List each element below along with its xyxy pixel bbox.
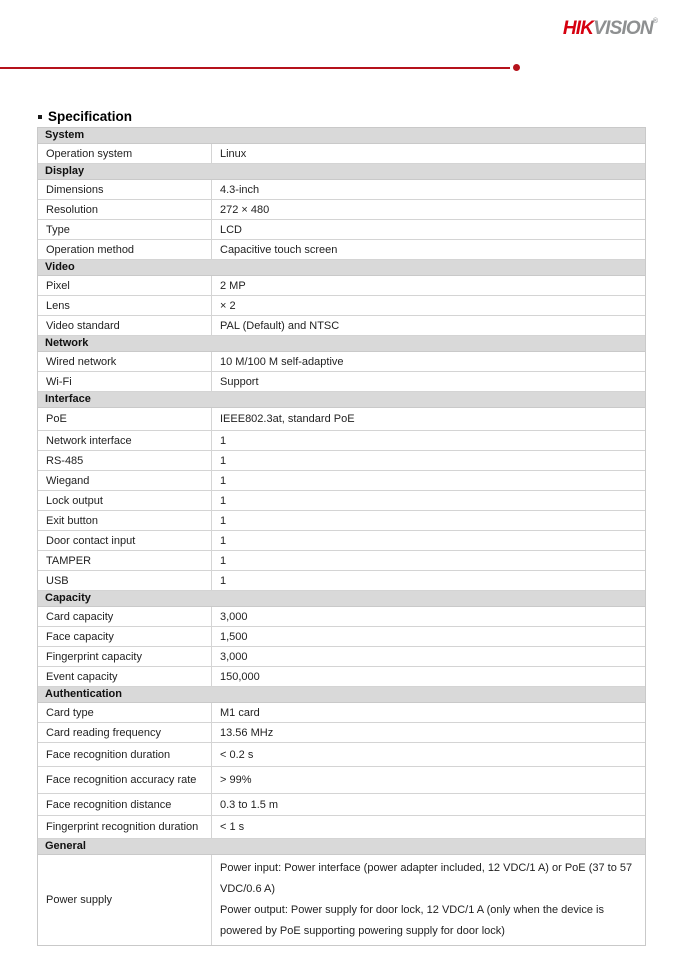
spec-label: Card reading frequency bbox=[46, 726, 161, 739]
spec-label-cell bbox=[38, 451, 211, 470]
spec-value: > 99% bbox=[220, 774, 252, 786]
spec-label-cell bbox=[38, 571, 211, 590]
spec-value: Support bbox=[220, 375, 259, 388]
spec-value: 3,000 bbox=[220, 610, 248, 623]
spec-value-cell bbox=[211, 607, 645, 626]
header-rule-line bbox=[0, 67, 510, 69]
spec-value-cell bbox=[211, 723, 645, 742]
spec-label-cell bbox=[38, 703, 211, 722]
spec-row bbox=[38, 571, 645, 591]
spec-value-cell bbox=[211, 627, 645, 646]
spec-label-cell bbox=[38, 816, 211, 838]
spec-value: 1 bbox=[220, 514, 227, 527]
spec-row bbox=[38, 647, 645, 667]
spec-value-cell bbox=[211, 767, 645, 793]
spec-label: TAMPER bbox=[46, 554, 92, 567]
section-title: Video bbox=[45, 261, 75, 273]
spec-value: 150,000 bbox=[220, 670, 260, 683]
section-header-interface bbox=[38, 392, 645, 408]
spec-label-cell bbox=[38, 200, 211, 219]
spec-label: PoE bbox=[46, 413, 67, 425]
spec-value: 1 bbox=[220, 454, 227, 467]
spec-row bbox=[38, 491, 645, 511]
spec-label-cell bbox=[38, 627, 211, 646]
spec-row bbox=[38, 276, 645, 296]
spec-row bbox=[38, 431, 645, 451]
spec-row bbox=[38, 627, 645, 647]
spec-label-cell bbox=[38, 647, 211, 666]
spec-label: Face recognition duration bbox=[46, 748, 171, 761]
spec-label-cell bbox=[38, 316, 211, 335]
spec-label: Lens bbox=[46, 299, 70, 312]
spec-row bbox=[38, 352, 645, 372]
spec-value: 10 M/100 M self-adaptive bbox=[220, 355, 344, 368]
spec-label-cell bbox=[38, 794, 211, 815]
spec-row bbox=[38, 723, 645, 743]
spec-label: Video standard bbox=[46, 319, 120, 332]
spec-value-cell bbox=[211, 491, 645, 510]
spec-value-cell bbox=[211, 240, 645, 259]
spec-value-cell bbox=[211, 451, 645, 470]
section-header-video bbox=[38, 260, 645, 276]
spec-value: 1,500 bbox=[220, 630, 248, 643]
spec-label-cell bbox=[38, 220, 211, 239]
spec-label: Power supply bbox=[46, 894, 113, 906]
spec-value-cell bbox=[211, 431, 645, 450]
section-title: Network bbox=[45, 337, 89, 349]
spec-row bbox=[38, 372, 645, 392]
spec-row bbox=[38, 200, 645, 220]
spec-row bbox=[38, 240, 645, 260]
spec-value: 0.3 to 1.5 m bbox=[220, 798, 279, 811]
spec-row bbox=[38, 180, 645, 200]
header-rule-dot-icon bbox=[513, 64, 520, 71]
spec-label-cell bbox=[38, 855, 211, 945]
spec-label-cell bbox=[38, 667, 211, 686]
spec-row bbox=[38, 531, 645, 551]
registered-trademark-icon: ® bbox=[652, 18, 658, 25]
spec-row bbox=[38, 607, 645, 627]
spec-value-cell bbox=[211, 276, 645, 295]
spec-row bbox=[38, 794, 645, 816]
spec-label: Card type bbox=[46, 706, 94, 719]
spec-label: Exit button bbox=[46, 514, 98, 527]
spec-value: 2 MP bbox=[220, 279, 246, 292]
spec-label-cell bbox=[38, 431, 211, 450]
spec-label-cell bbox=[38, 240, 211, 259]
spec-label: Door contact input bbox=[46, 534, 136, 547]
spec-label-cell bbox=[38, 372, 211, 391]
spec-label-cell bbox=[38, 723, 211, 742]
spec-label: Wiegand bbox=[46, 474, 90, 487]
spec-value-line: Power output: Power supply for door lock, 12 VDC/1 A (only when the device is powered by PoE supporting powering supply for door lock) bbox=[220, 904, 604, 937]
spec-value: 272 × 480 bbox=[220, 203, 270, 216]
spec-label-cell bbox=[38, 607, 211, 626]
spec-label: Card capacity bbox=[46, 610, 114, 623]
spec-label: Event capacity bbox=[46, 670, 118, 683]
section-title: General bbox=[45, 840, 86, 852]
spec-row bbox=[38, 511, 645, 531]
section-title: Authentication bbox=[45, 688, 122, 700]
spec-value-cell bbox=[211, 200, 645, 219]
spec-value-cell bbox=[211, 703, 645, 722]
spec-value: 13.56 MHz bbox=[220, 726, 274, 739]
spec-label: Type bbox=[46, 223, 70, 236]
spec-table bbox=[37, 127, 646, 946]
section-header-network bbox=[38, 336, 645, 352]
spec-value-cell bbox=[211, 180, 645, 199]
spec-value: < 1 s bbox=[220, 821, 245, 833]
section-header-capacity bbox=[38, 591, 645, 607]
spec-label: Fingerprint capacity bbox=[46, 650, 142, 663]
logo-vision-text: VISION bbox=[593, 18, 653, 39]
specification-heading bbox=[38, 109, 132, 124]
spec-value: M1 card bbox=[220, 706, 260, 719]
spec-row bbox=[38, 296, 645, 316]
spec-label: Face recognition accuracy rate bbox=[46, 774, 197, 786]
spec-label-cell bbox=[38, 743, 211, 766]
spec-row bbox=[38, 767, 645, 794]
spec-row bbox=[38, 144, 645, 164]
spec-label-cell bbox=[38, 180, 211, 199]
spec-row bbox=[38, 703, 645, 723]
square-bullet-icon bbox=[38, 115, 42, 119]
spec-row bbox=[38, 451, 645, 471]
spec-label: RS-485 bbox=[46, 454, 84, 467]
spec-label: USB bbox=[46, 574, 69, 587]
spec-label-cell bbox=[38, 551, 211, 570]
spec-value-cell bbox=[211, 471, 645, 490]
spec-label: Wi-Fi bbox=[46, 375, 72, 388]
spec-row bbox=[38, 816, 645, 839]
spec-value-cell bbox=[211, 743, 645, 766]
section-title: System bbox=[45, 129, 85, 141]
spec-value-cell bbox=[211, 531, 645, 550]
spec-value-cell bbox=[211, 220, 645, 239]
spec-label: Operation system bbox=[46, 147, 133, 160]
spec-value-cell bbox=[211, 352, 645, 371]
spec-value-cell bbox=[211, 667, 645, 686]
logo-hik-text: HIK bbox=[562, 18, 594, 39]
spec-value: × 2 bbox=[220, 299, 236, 312]
section-title: Capacity bbox=[45, 592, 91, 604]
spec-label: Face recognition distance bbox=[46, 798, 172, 811]
spec-label: Network interface bbox=[46, 434, 132, 447]
spec-value-cell bbox=[211, 855, 645, 945]
spec-label-cell bbox=[38, 352, 211, 371]
spec-value: 1 bbox=[220, 534, 227, 547]
spec-value-cell bbox=[211, 316, 645, 335]
spec-label-cell bbox=[38, 144, 211, 163]
spec-label: Wired network bbox=[46, 355, 117, 368]
spec-row bbox=[38, 855, 645, 945]
spec-value: 1 bbox=[220, 434, 227, 447]
section-header-authentication bbox=[38, 687, 645, 703]
spec-value-cell bbox=[211, 551, 645, 570]
spec-label: Operation method bbox=[46, 243, 135, 256]
spec-row bbox=[38, 551, 645, 571]
spec-value: LCD bbox=[220, 223, 243, 236]
spec-label-cell bbox=[38, 491, 211, 510]
spec-row bbox=[38, 471, 645, 491]
section-header-general bbox=[38, 839, 645, 855]
spec-value-cell bbox=[211, 408, 645, 430]
spec-value-cell bbox=[211, 296, 645, 315]
spec-label-cell bbox=[38, 471, 211, 490]
spec-label: Lock output bbox=[46, 494, 103, 507]
spec-row bbox=[38, 743, 645, 767]
section-title: Display bbox=[45, 165, 85, 177]
spec-value-cell bbox=[211, 511, 645, 530]
spec-value: 1 bbox=[220, 474, 227, 487]
section-title: Interface bbox=[45, 393, 91, 405]
spec-value-cell bbox=[211, 571, 645, 590]
spec-label: Fingerprint recognition duration bbox=[46, 821, 199, 833]
spec-label: Pixel bbox=[46, 279, 70, 292]
section-header-display bbox=[38, 164, 645, 180]
spec-label-cell bbox=[38, 276, 211, 295]
spec-label-cell bbox=[38, 408, 211, 430]
spec-value: PAL (Default) and NTSC bbox=[220, 319, 340, 332]
spec-value-line: Power input: Power interface (power adapter included, 12 VDC/1 A) or PoE (37 to 57 VDC/0.6 A) bbox=[220, 862, 633, 895]
spec-value: 1 bbox=[220, 554, 227, 567]
spec-row bbox=[38, 408, 645, 431]
spec-value-cell bbox=[211, 794, 645, 815]
spec-label-cell bbox=[38, 767, 211, 793]
spec-label-cell bbox=[38, 296, 211, 315]
spec-value: 1 bbox=[220, 574, 227, 587]
spec-label-cell bbox=[38, 511, 211, 530]
spec-value: IEEE802.3at, standard PoE bbox=[220, 413, 355, 425]
spec-value: 1 bbox=[220, 494, 227, 507]
page-title: Specification bbox=[48, 109, 133, 124]
spec-value-cell bbox=[211, 372, 645, 391]
spec-value-cell bbox=[211, 647, 645, 666]
hikvision-logo bbox=[563, 18, 658, 40]
spec-row bbox=[38, 667, 645, 687]
spec-row bbox=[38, 220, 645, 240]
section-header-system bbox=[38, 128, 645, 144]
spec-row bbox=[38, 316, 645, 336]
spec-value: 3,000 bbox=[220, 650, 248, 663]
spec-value: Linux bbox=[220, 147, 247, 160]
spec-label-cell bbox=[38, 531, 211, 550]
spec-value: 4.3-inch bbox=[220, 183, 260, 196]
spec-label: Dimensions bbox=[46, 183, 104, 196]
spec-label: Resolution bbox=[46, 203, 98, 216]
spec-label: Face capacity bbox=[46, 630, 114, 643]
spec-value-cell bbox=[211, 144, 645, 163]
spec-value-cell bbox=[211, 816, 645, 838]
spec-value: < 0.2 s bbox=[220, 748, 254, 761]
spec-value: Capacitive touch screen bbox=[220, 243, 338, 256]
